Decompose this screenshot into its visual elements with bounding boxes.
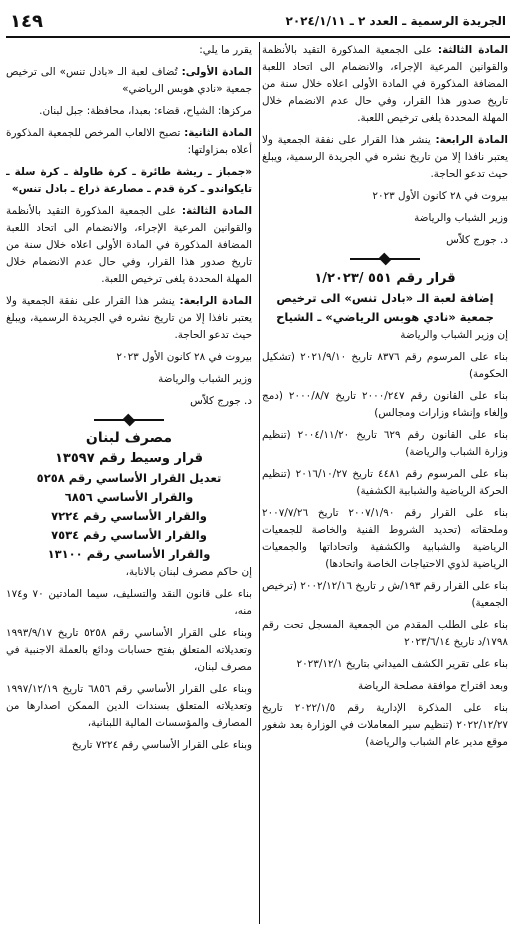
preamble-item: بناء على القانون رقم ٦٢٩ تاريخ ٢٠٠٤/١١/٢٠ (تنظيم وزارة الشباب والرياضة) bbox=[262, 429, 508, 458]
page-header bbox=[6, 6, 510, 38]
preamble-item: بناء على قانون النقد والتسليف، سيما المادتين ٧٠ و١٧٤ منه، bbox=[6, 588, 252, 617]
article-4 bbox=[6, 293, 252, 344]
preamble-item: بناء على القرار رقم ٢٠٠٧/١/٩٠ تاريخ ٢٠٠٧/٧/٢٦ وملحقاته (تحديد الشروط الفنية والخاصة للجمعيات الرياضية والشبابية والكشفية واتحاداتها والجمعيات الرياضية لذوي الاحتياجات الخاصة واتحادها) bbox=[262, 507, 508, 570]
games-list: «جمباز ـ ريشة طائرة ـ كرة طاولة ـ كرة سلة ـ تايكواندو ـ كرة قدم ـ مصارعة ذراع ـ بادل تنس» bbox=[6, 166, 252, 195]
decision-title: إضافة لعبة الـ «بادل تنس» الى ترخيص جمعية «نادي هوبس الرياضي» ـ الشياح bbox=[276, 291, 494, 324]
bank-heading: مصرف لبنان bbox=[85, 430, 173, 446]
article-3 bbox=[6, 203, 252, 288]
article-2 bbox=[6, 125, 252, 159]
preamble-item: وبناء على القرار الأساسي رقم ٧٢٢٤ تاريخ bbox=[71, 739, 252, 751]
article-label: المادة الرابعة: bbox=[179, 295, 252, 307]
amendment-line: تعديل القرار الأساسي رقم ٥٢٥٨ bbox=[36, 471, 222, 485]
article-label: المادة الثالثة: bbox=[181, 205, 252, 217]
preamble-item: بناء على القانون رقم ٢٠٠٠/٢٤٧ تاريخ ٢٠٠٠/٨/٧ (دمج وإلغاء وإنشاء وزارات ومجالس) bbox=[262, 390, 508, 419]
club-location: مركزها: الشياح، قضاء: بعبدا، محافظة: جبل لبنان. bbox=[39, 105, 252, 117]
section-separator bbox=[350, 255, 420, 263]
decision-number: قرار رقم ٥٥١ /١/٢٠٢٣ bbox=[314, 271, 456, 286]
amendment-line: والقرار الأساسي رقم ٧٢٢٤ bbox=[51, 509, 207, 523]
preamble-item: بناء على المرسوم رقم ٤٤٨١ تاريخ ٢٠١٦/١٠/٢٧ (تنظيم الحركة الرياضية والشبابية الكشفية) bbox=[262, 468, 508, 497]
minister-title: وزير الشباب والرياضة bbox=[414, 212, 508, 224]
preamble-intro: إن حاكم مصرف لبنان بالانابة، bbox=[125, 566, 252, 578]
column-divider bbox=[259, 42, 260, 924]
article-3 bbox=[262, 42, 508, 127]
article-1 bbox=[6, 64, 252, 98]
preamble-item: وبعد اقتراح موافقة مصلحة الرياضة bbox=[357, 680, 508, 692]
article-text: على الجمعية المذكورة التقيد بالأنظمة والقوانين المرعية الإجراء، والانضمام الى اتحاد اللعبة المضافة المذكورة في المادة الأولى اعلاه خلال سنة من تاريخ صدور هذا القرار، وفي حال عدم الانضمام خلال المهلة المحددة يلغى ترخيص اللعبة. bbox=[262, 44, 508, 124]
preamble-item: بناء على الطلب المقدم من الجمعية المسجل تحت رقم ١٧٩٨/د تاريخ ٢٠٢٣/٦/١٤ bbox=[262, 619, 508, 648]
preamble-item: وبناء على القرار الأساسي رقم ٦٨٥٦ تاريخ ١٩٩٧/١٢/١٩ وتعديلاته المتعلق بسندات الدين الممكن اصدارها من المصارف والمؤسسات المالية اللبنانية، bbox=[6, 683, 252, 729]
section-separator bbox=[94, 416, 164, 424]
amendment-line: والقرار الأساسي رقم ٧٥٣٤ bbox=[51, 528, 207, 542]
article-text: على الجمعية المذكورة التقيد بالأنظمة والقوانين المرعية الإجراء، والانضمام الى اتحاد اللعبة المضافة المذكورة في المادة الأولى اعلاه خلال سنة من تاريخ صدور هذا القرار، وفي حال عدم الانضمام خلال المهلة المحددة يلغى ترخيص اللعبة. bbox=[6, 205, 252, 285]
issue-date: بيروت في ٢٨ كانون الأول ٢٠٢٣ bbox=[372, 190, 508, 202]
article-label: المادة الثانية: bbox=[184, 127, 252, 139]
article-text: تُضاف لعبة الـ «بادل تنس» الى ترخيص جمعية «نادي هوبس الرياضي» bbox=[6, 66, 252, 95]
issue-date: بيروت في ٢٨ كانون الأول ٢٠٢٣ bbox=[116, 351, 252, 363]
signer-name: د. جورج كلاّس bbox=[190, 395, 252, 407]
preamble-item: وبناء على القرار الأساسي رقم ٥٢٥٨ تاريخ ١٩٩٣/٩/١٧ وتعديلاته المتعلق بفتح حسابات ودائع بالعملة الاجنبية في مصرف لبنان، bbox=[6, 627, 252, 673]
decides-heading: يقرر ما يلي: bbox=[199, 44, 252, 56]
preamble-item: بناء على المرسوم رقم ٨٣٧٦ تاريخ ٢٠٢١/٩/١٠ (تشكيل الحكومة) bbox=[262, 351, 508, 380]
gazette-title: الجريدة الرسمية ـ العدد ٢ ـ ٢٠٢٤/١/١١ bbox=[285, 14, 506, 28]
left-column bbox=[6, 42, 252, 928]
preamble-item: بناء على تقرير الكشف الميداني بتاريخ ٢٠٢٣/١٢/١ bbox=[296, 658, 508, 670]
amendment-line: والقرار الأساسي ٦٨٥٦ bbox=[64, 490, 194, 504]
amendment-line: والقرار الأساسي رقم ١٣١٠٠ bbox=[47, 547, 211, 561]
preamble-intro: إن وزير الشباب والرياضة bbox=[400, 329, 508, 341]
article-label: المادة الرابعة: bbox=[435, 134, 508, 146]
right-column bbox=[262, 42, 508, 928]
article-4 bbox=[262, 132, 508, 183]
article-label: المادة الثالثة: bbox=[437, 44, 508, 56]
bank-decision-number: قرار وسيط رقم ١٣٥٩٧ bbox=[54, 451, 204, 466]
article-text: ينشر هذا القرار على نفقة الجمعية ولا يعتبر نافذا إلا من تاريخ نشره في الجريدة الرسمية، ويبلغ حيث تدعو الحاجة. bbox=[262, 134, 508, 180]
article-text: ينشر هذا القرار على نفقة الجمعية ولا يعتبر نافذا إلا من تاريخ نشره في الجريدة الرسمية، ويبلغ حيث تدعو الحاجة. bbox=[6, 295, 252, 341]
page-number: ١٤٩ bbox=[10, 10, 43, 32]
preamble-item: بناء على القرار رقم ١٩٣/ش ر تاريخ ٢٠٠٢/١٢/١٦ (ترخيص الجمعية) bbox=[262, 580, 508, 609]
article-label: المادة الأولى: bbox=[181, 66, 252, 78]
signer-name: د. جورج كلاّس bbox=[446, 234, 508, 246]
preamble-item: بناء على المذكرة الإدارية رقم ٢٠٢٢/١/٥ تاريخ ٢٠٢٢/١٢/٢٧ (تنظيم سير المعاملات في الوزارة بعد شغور موقع مدير عام الشباب والرياضة) bbox=[262, 702, 508, 748]
article-text: تصبح الالعاب المرخص للجمعية المذكورة أعلاه بمزاولتها: bbox=[6, 127, 252, 156]
minister-title: وزير الشباب والرياضة bbox=[158, 373, 252, 385]
